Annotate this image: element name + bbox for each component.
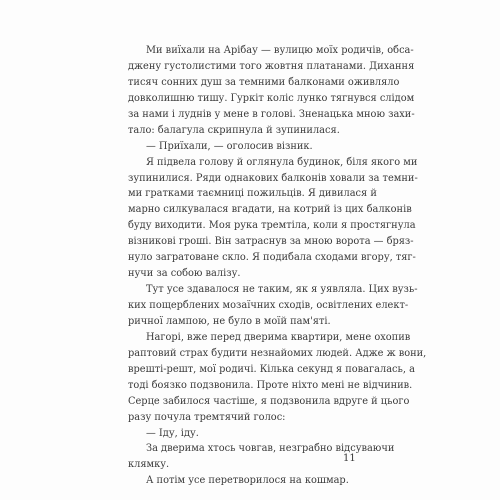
text-line: А потім усе перетворилося на кошмар.	[146, 475, 349, 487]
text-line: Серце забилося частіше, я подзвонила вдруге й цього	[128, 395, 410, 407]
text-line: тало: балагула скрипнула й зупинилася.	[128, 124, 340, 136]
text-line: раптовий страх будити незнайомих людей. Адже ж вони,	[128, 347, 427, 359]
text-line: марно силкувалася вгадати, на котрий із цих балконів	[128, 204, 412, 216]
text-line: врешті-решт, мої родичі. Кілька секунд я повагалась, а	[128, 363, 415, 375]
text-line: довколишню тишу. Гуркіт коліс лунко тягнувся слідом	[128, 92, 415, 104]
text-line: ми гратками таємниці пожильців. Я дивилася й	[128, 188, 377, 200]
text-line: візникові гроші. Він затраснув за мною ворота — бряз-	[128, 236, 414, 248]
text-line: разу почула тремтячий голос:	[128, 411, 286, 423]
text-line: тоді боязко подзвонила. Проте ніхто мені не відчинив.	[128, 379, 413, 391]
text-line: ких пощерблених мозаїчних сходів, освітлених елект-	[128, 300, 409, 311]
text-line: — Приїхали, — оголосив візник.	[146, 140, 313, 152]
text-line: — Іду, іду.	[146, 427, 199, 439]
text-line: Нагорі, вже перед дверима квартири, мене охопив	[146, 331, 411, 343]
text-line: зупинилися. Ряди однакових балконів ховали за темни-	[128, 172, 418, 184]
text-line: буду виходити. Моя рука тремтіла, коли я простягнула	[128, 220, 416, 232]
body-text	[128, 43, 427, 489]
text-line: Ми виїхали на Арібау — вулицю моїх родичів, обса-	[146, 45, 414, 56]
text-line: тисяч сонних душ за темними балконами оживляло	[128, 76, 400, 88]
text-line: клямку.	[128, 459, 170, 471]
page-number: 11	[343, 453, 356, 464]
text-line: джену густолистими того жовтня платанами. Дихання	[128, 60, 415, 72]
text-line: Я підвела голову й оглянула будинок, біля якого ми	[146, 156, 418, 168]
text-line: ричної лампою, не було в моїй пам'яті.	[128, 315, 331, 327]
text-line: За дверима хтось човгав, незграбно відсуваючи	[146, 443, 395, 455]
text-line: Тут усе здавалося не таким, як я уявляла. Цих вузь-	[146, 284, 418, 296]
text-line: нучи за собою валізу.	[128, 268, 241, 280]
text-line: нуло загратоване скло. Я подибала сходами вгору, тяг-	[128, 252, 416, 264]
text-line: за нами і луднів у мене в голові. Зненацька мною захи-	[128, 108, 415, 120]
